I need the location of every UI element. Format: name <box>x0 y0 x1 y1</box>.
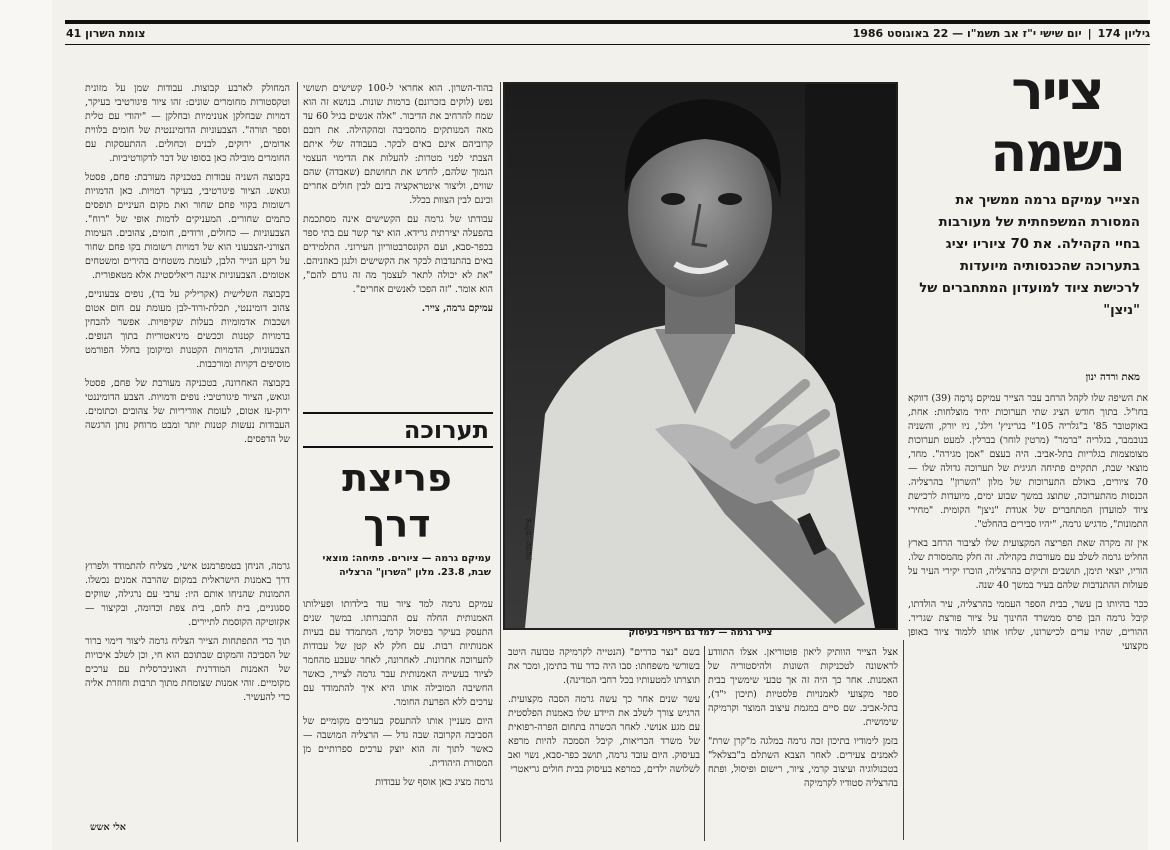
article-column-2 <box>708 646 898 846</box>
paragraph: בהוד-השרון. הוא אחראי ל-100 קשישים תשושי נפש (לוקים בזכרונם) ברמות שונות. בנושא זה הוא שמח להרחיב את הדיבור. "אלה אנשים בגיל 60 עד מאה המנותקים מהסביבה ומהקהילה. את רובם קרוביהם אינם באים לבקר. בעבודה שלי איתם הצבתי לפני מטרות: להעלות את הדימוי העצמי הנמוך שלהם, לחדש את תחושתם (שאבדה) שהם שווים, וליצור אינטראקציה בינם לבין חולים אחרים וכינם לבין הצוות בכלל. <box>303 83 493 206</box>
artist-photo <box>503 82 898 630</box>
column-divider <box>704 646 705 841</box>
paragraph: גרמה, הניחן בטמפרמנט אישי, מצליח להתמודד ולפרוץ דרך באמנות הישראלית במקום שהרבה אמנים נכשלו. התמונות שהניחו אותם היו: ערבי עם נרגילה, שווקים ססגוניים, בית לחם, בית צפת וכדומה, ובקיצור — אקזוטיקה הקוסמת לתיירים. <box>85 561 290 628</box>
article-column-5 <box>85 82 290 552</box>
masthead-rule <box>65 20 1150 24</box>
paragraph: בזמן לימודיו בתיכון זכה גרמה במלגה מ"קרן שרת" לאמנים צעירים. לאחר הצבא השתלם ב"בצלאל" בטכנולוגיה ועיצוב קרמי, ציור, רישום ופיסול, ופתח בהרצליה סטודיו לקרמיקה <box>708 736 898 789</box>
article-column-3 <box>508 646 700 846</box>
paragraph: גרמה מציג כאן אוסף של עבודות <box>375 777 493 788</box>
photo-credit: צילום: שמעון <box>524 518 533 560</box>
issue-date: יום שישי י"ז אב תשמ"ו — 22 באוגוסט 1986 <box>852 27 1082 40</box>
column-divider <box>500 82 501 842</box>
photo-caption: צייר גרמה — למד גם ריפוי בעיסוק <box>628 628 773 638</box>
article-headline: צייר נשמה <box>990 59 1124 184</box>
exhibition-title: פריצת דרך <box>342 456 452 546</box>
paragraph: תוך כדי התפתחות הצייר הצליח גרמה ליצור דימוי ברור של הסביבה והמקום שבתוכם הוא חי, וכן לשלב איכויות של האמנות המודרנית האוניברסלית עם ערכים מקומיים. זוהי אמנות שצומחת מתוך תרבות וחוזרת אליה כדי להעשיר. <box>85 636 290 703</box>
paragraph: המחולק לארבע קבוצות. עבודות שמן על מזונית וטקסטורות מחומרים שונים: זהו ציור פיגורטיבי בעיקר, דמויות שבחלקן אנונימיות ובחלקן — "יהודי עם טלית וספר תורה". הצבעוניות הדומיננטית של חומים בלווית אדומים, ירוקים, לבנים וכחולים. ההתעסקות עם החומרים מובילה כאן בסופו של דבר לדקורטיביות. <box>85 83 290 164</box>
scan-margin-right <box>1148 0 1170 850</box>
section-label: תערוכה <box>303 412 493 448</box>
paragraph: עמיקם גרמה למד ציור עוד בילדותו ופעילותו האמנותית החלה עם התבגרותו. במשך שנים התעסק בעיקר בפיסול קרמי, המתמדד עם בעיות אמנותיות רבות. עם חלק לא קטן של עבודות לתערוכה אחרונות. לאחרונה, לאחר שעבע מהחמר לציור בעשייה האמנותית עבר גרמה לצייר, כאשר החשיבה המובילה אותו היא איך להתמודד עם ערכים ללא הפרעת החומר. <box>303 599 493 708</box>
article-byline: מאת ורדה ינון <box>1085 372 1140 383</box>
issue-number: גיליון 174 <box>1097 27 1150 40</box>
scan-margin-left <box>0 0 52 850</box>
paragraph: ככר בהיותו בן עשר, בבית הספר העממי בהרצליה, עיר הולדתו, קיבל גרמה הבן פרס ממשרד החינוך על ציור פורצת שגריר. ההורים, שהיו ערים לכישרונו, שלחו אותו ללמוד ציור באופן מקצועי <box>908 599 1148 652</box>
exhibition-details: עמיקם גרמה — ציורים. פתיחה: מוצאי שבת, 23.8. מלון "השרון" הרצליה <box>322 553 491 578</box>
paragraph: עשר שנים אחר כך עשה גרמה הסבה מקצועית. הרגיש צורך לשלב את היידע שלו באמנות הפלסטית עם מגע אנושי. לאחר הכשרה בתחום הפרה-רפואית של משרד הבריאות, קיבל הסמכה להיות מרפא בעיסוק. היום עובד גרמה, תושב כפר-סבא, נשוי ואב לשלושה ילדים, כמרפא בעיסוק בבית חולים גריאטרי <box>508 694 700 775</box>
paragraph: בקבוצה השלישית (אקריליק על בד), נופים צבעוניים, צהוב דומיננטי, תכלת-ורוד-לבן מעומת עם חום אטום ושכבות אדמומיות בעלות שקיפויות. אפשר להבחין בדמויות קטנות וככשים מיניאטוריות בתוך הנופים. הצבעוניות, הדמויות הקטנות ומיקומן בחלל הפורמט מוסיפים דקויות ומורכבות. <box>85 289 290 370</box>
paragraph: בקבוצה האחרונה, בטכניקה מעורבת של פחם, פסטל וגואש, הציור פיגורטיבי: נופים ודמויות. הצבע הדומיננטי ירוק-עז אטום, לעומת אווריריות של צהובים וכתומים. העבודות נעשות קטנות יותר ומבט מרוחק נותן הרגשה של הדפסים. <box>85 378 290 445</box>
portrait-illustration <box>505 84 896 628</box>
article-column-1 <box>908 392 1148 847</box>
critic-signature: אלי אשש <box>90 822 126 833</box>
article-column-7 <box>85 560 290 818</box>
paragraph: אין זה מקרה שאת הפריצה המקצועית שלו לציבור הרחב בארץ החליט גרמה לשלב עם מעורבות בקהילה. זה חלק מהמסורת שלו. הוריו, יוצאי תימן, תושבים ותיקים בהרצליה, הוכרו יקירי העיר על פעולות ההתנדבות שלהם בעיר במשך 40 שנה. <box>908 538 1148 591</box>
article-subheadline: הצייר עמיקם גרמה ממשיך את המסורת המשפחתית של מעורבות בחיי הקהילה. את 70 ציוריו יציג בתערוכה שהכנסותיה מיועדות לרכישת ציוד למועדון המתחברים של "ניצן" <box>919 193 1140 318</box>
masthead-issue-date: גיליון 174|יום שישי י"ז אב תשמ"ו — 22 באוגוסט 1986 <box>852 27 1150 40</box>
paragraph: היום מעניין אותו להתעסק בערכים מקומיים של הסביבה הקרובה שבה גדל — הרצליה המושבה — כאשר לתוך זה הוא יוצק ערכים ספרותיים מן המסורת היהודית. <box>303 716 493 769</box>
paragraph: בשם "נצר כדרים" (הנטייה לקרמיקה טבועה היטב בשורשי משפחתו: סבו היה כדר עוד בתימן, ומכר את תוצרתו למטעותיו בכל רחבי המדינה). <box>508 647 700 686</box>
quote-attribution: עמיקם גרמה, צייר. <box>421 303 493 314</box>
paragraph: בקבוצה השניה עבודות בטכניקה מעורבת: פחם, פסטל וגואש. הציור פיגורטיבי, בעיקר דמויות. כאן הדמויות רשומות בקווי פחם שחור ואת מקום העיניים תופסים כתמים שחורים. המעניקים לדמות אופי של "רוח". הצבעוניות — כחולים, ורודים, חומים, צהובים. העימות הצורני-הצבעוני הוא של דמויות רשומות בקו פחם שחור על רקע הנייר הלבן, לעומת משטחים בהירים ומשטחים אטומים. הצבעוניות איננה ריאליסטית אלא מטאפורית. <box>85 172 290 281</box>
paragraph: את השיפה שלו לקהל הרחב עבר הצייר עמיקם גְרמָה (39) דווקא בחו"ל. בתוך חודש הציג שתי תערוכות יחיד מוצלחות: אחת, באוקטובר 85' ב"גלריה 105" בגריניץ' וילג', ניו יורק, והשניה בנובמבר, בגלריה "ברמר" (מרטין לוחר) בברלין. למעט תערוכות מצומצמות בגלריות בתל-אביב. היה בעצם "אמן מגירה". מחר, מוצאי שבת, תתקיים פתיחה חגיגית של תערוכה גדולה שלו — 70 ציורים, באולם התערוכות של מלון "השרון" בהרצליה. הכנסות מהתערוכה, שתוצג במשך שבוע ימים, מיועדות לרכישת ציוד למועדון המתחברים של אגודת "ניצן" הקומית. "מחירי התמונות", מדגיש גרמה, "יהיו סבירים בהחלט". <box>908 393 1148 530</box>
masthead-underline <box>65 44 1150 45</box>
column-divider <box>297 82 298 842</box>
paragraph: אצל הצייר הוותיק ליאון פוטוריאן. אצלו התוודע לראשונה לטכניקות השונות ולהיסטוריה של האמנות. אחר כך היה זה אך טבעי שימשיך בבית ספר מקצועי לאמנויות פלסטיות (תיכון י"ד), בתל-אביב. שם סיים במגמת עיצוב המוצר וקרמיקה שימושית. <box>708 647 898 728</box>
article-column-4 <box>303 82 493 404</box>
column-divider <box>903 640 904 840</box>
page-label: צומת השרון 41 <box>66 27 146 40</box>
paragraph: עבודתו של גרמה עם הקשישים אינה מסתכמת בהפעלה יצירתית גרידא. הוא יצר קשר עם בתי ספר בכפר-סבא, ועם הקונסרבטוריון העירוני. התלמידים באים בהתנדבות לבקר את הקשישים ולנגן באוזניהם. "את לא יכולה לתאר לעצמך מה זה גורם להם", הוא אומר. "זה הפכו לאנשים אחרים". <box>303 214 493 295</box>
article-column-6 <box>303 598 493 846</box>
